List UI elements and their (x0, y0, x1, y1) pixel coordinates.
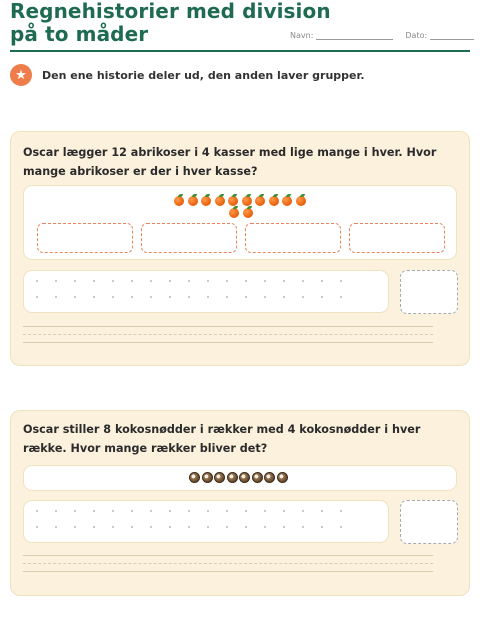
guide-dot (93, 510, 112, 512)
guide-dot (207, 526, 226, 528)
guide-dot (188, 526, 207, 528)
name-field[interactable] (316, 32, 393, 40)
problem-2-model-panel (23, 465, 457, 491)
guide-dot (321, 296, 340, 298)
guide-dot (226, 526, 245, 528)
problem-2-dot-panel (23, 500, 389, 543)
guide-dot (264, 296, 283, 298)
problem-1-dot-panel (23, 270, 389, 313)
writing-line[interactable] (23, 571, 433, 572)
problem-card-2 (10, 410, 470, 596)
coconut-icon (227, 472, 238, 483)
guide-dot (188, 280, 207, 282)
dot-row (36, 526, 359, 528)
dot-row (36, 510, 359, 512)
guide-dot (264, 280, 283, 282)
guide-dot (226, 510, 245, 512)
apricot-icon (268, 194, 280, 206)
apricot-icon (295, 194, 307, 206)
guide-dot (302, 280, 321, 282)
guide-dot (302, 510, 321, 512)
guide-dot (74, 510, 93, 512)
writing-line-guide (23, 334, 433, 335)
guide-dot (36, 280, 55, 282)
dot-row (36, 280, 359, 282)
problem-card-1 (10, 131, 470, 366)
header-divider (10, 50, 470, 52)
dot-row (36, 296, 359, 298)
instruction (10, 64, 365, 86)
guide-dot (36, 510, 55, 512)
guide-dot (112, 526, 131, 528)
guide-dot (207, 296, 226, 298)
guide-dot (131, 280, 150, 282)
group-box-4[interactable] (349, 223, 445, 253)
guide-dot (36, 296, 55, 298)
apricot-icon (173, 194, 185, 206)
guide-dot (169, 280, 188, 282)
coconut-icon (214, 472, 225, 483)
guide-dot (340, 280, 359, 282)
page-title (10, 0, 331, 46)
apricot-row-2 (228, 206, 254, 218)
guide-dot (112, 280, 131, 282)
guide-dot (245, 280, 264, 282)
guide-dot (150, 296, 169, 298)
guide-dot (131, 510, 150, 512)
guide-dot (207, 280, 226, 282)
problem-1-question: Oscar lægger 12 abrikoser i 4 kasser med lige mange i hver. Hvor mange abrikoser er der i hver kasse? (23, 146, 437, 178)
title-line-2: på to måder (10, 22, 149, 46)
coconut-icon (252, 472, 263, 483)
apricot-icon (281, 194, 293, 206)
guide-dot (283, 280, 302, 282)
coconut-icon (277, 472, 288, 483)
guide-dot (226, 296, 245, 298)
guide-dot (226, 280, 245, 282)
star-icon: ★ (10, 64, 32, 86)
coconut-icon (239, 472, 250, 483)
apricot-icon (214, 194, 226, 206)
group-box-1[interactable] (37, 223, 133, 253)
guide-dot (283, 526, 302, 528)
problem-2-answer-box[interactable] (400, 500, 458, 544)
guide-dot (340, 296, 359, 298)
guide-dot (112, 296, 131, 298)
guide-dot (55, 280, 74, 282)
guide-dot (93, 526, 112, 528)
apricot-icon (254, 194, 266, 206)
guide-dot (264, 510, 283, 512)
date-label: Dato: (405, 31, 428, 40)
problem-2-question: Oscar stiller 8 kokosnødder i rækker med 4 kokosnødder i hver række. Hvor mange rækker bliver det? (23, 423, 421, 455)
apricot-icon (200, 194, 212, 206)
guide-dot (150, 280, 169, 282)
guide-dot (93, 296, 112, 298)
problem-1-model-panel (23, 185, 457, 260)
guide-dot (207, 510, 226, 512)
name-date-fields (290, 31, 474, 40)
guide-dot (93, 280, 112, 282)
guide-dot (55, 526, 74, 528)
group-box-2[interactable] (141, 223, 237, 253)
guide-dot (321, 280, 340, 282)
apricot-icon (228, 206, 240, 218)
guide-dot (340, 510, 359, 512)
guide-dot (169, 296, 188, 298)
guide-dot (112, 510, 131, 512)
coconut-icon (264, 472, 275, 483)
writing-line[interactable] (23, 326, 433, 327)
problem-1-answer-box[interactable] (400, 270, 458, 314)
apricot-icon (187, 194, 199, 206)
guide-dot (74, 280, 93, 282)
guide-dot (340, 526, 359, 528)
writing-line[interactable] (23, 555, 433, 556)
guide-dot (245, 296, 264, 298)
name-label: Navn: (290, 31, 314, 40)
guide-dot (188, 296, 207, 298)
guide-dot (283, 296, 302, 298)
guide-dot (321, 526, 340, 528)
group-box-3[interactable] (245, 223, 341, 253)
writing-line[interactable] (23, 342, 433, 343)
apricot-icon (242, 206, 254, 218)
guide-dot (302, 296, 321, 298)
guide-dot (169, 510, 188, 512)
apricot-icon (227, 194, 239, 206)
guide-dot (302, 526, 321, 528)
apricot-row-1 (173, 194, 307, 206)
apricot-icon (241, 194, 253, 206)
guide-dot (74, 526, 93, 528)
guide-dot (150, 526, 169, 528)
guide-dot (245, 526, 264, 528)
date-field[interactable] (430, 32, 474, 40)
guide-dot (283, 510, 302, 512)
coconut-icon (202, 472, 213, 483)
guide-dot (321, 510, 340, 512)
coconut-row (189, 472, 288, 483)
guide-dot (74, 296, 93, 298)
writing-line-guide (23, 563, 433, 564)
guide-dot (36, 526, 55, 528)
guide-dot (55, 296, 74, 298)
guide-dot (264, 526, 283, 528)
guide-dot (188, 510, 207, 512)
instruction-text: Den ene historie deler ud, den anden laver grupper. (42, 68, 365, 82)
coconut-icon (189, 472, 200, 483)
guide-dot (245, 510, 264, 512)
guide-dot (169, 526, 188, 528)
guide-dot (55, 510, 74, 512)
guide-dot (131, 296, 150, 298)
guide-dot (150, 510, 169, 512)
guide-dot (131, 526, 150, 528)
title-line-1: Regnehistorier med division (10, 0, 331, 23)
